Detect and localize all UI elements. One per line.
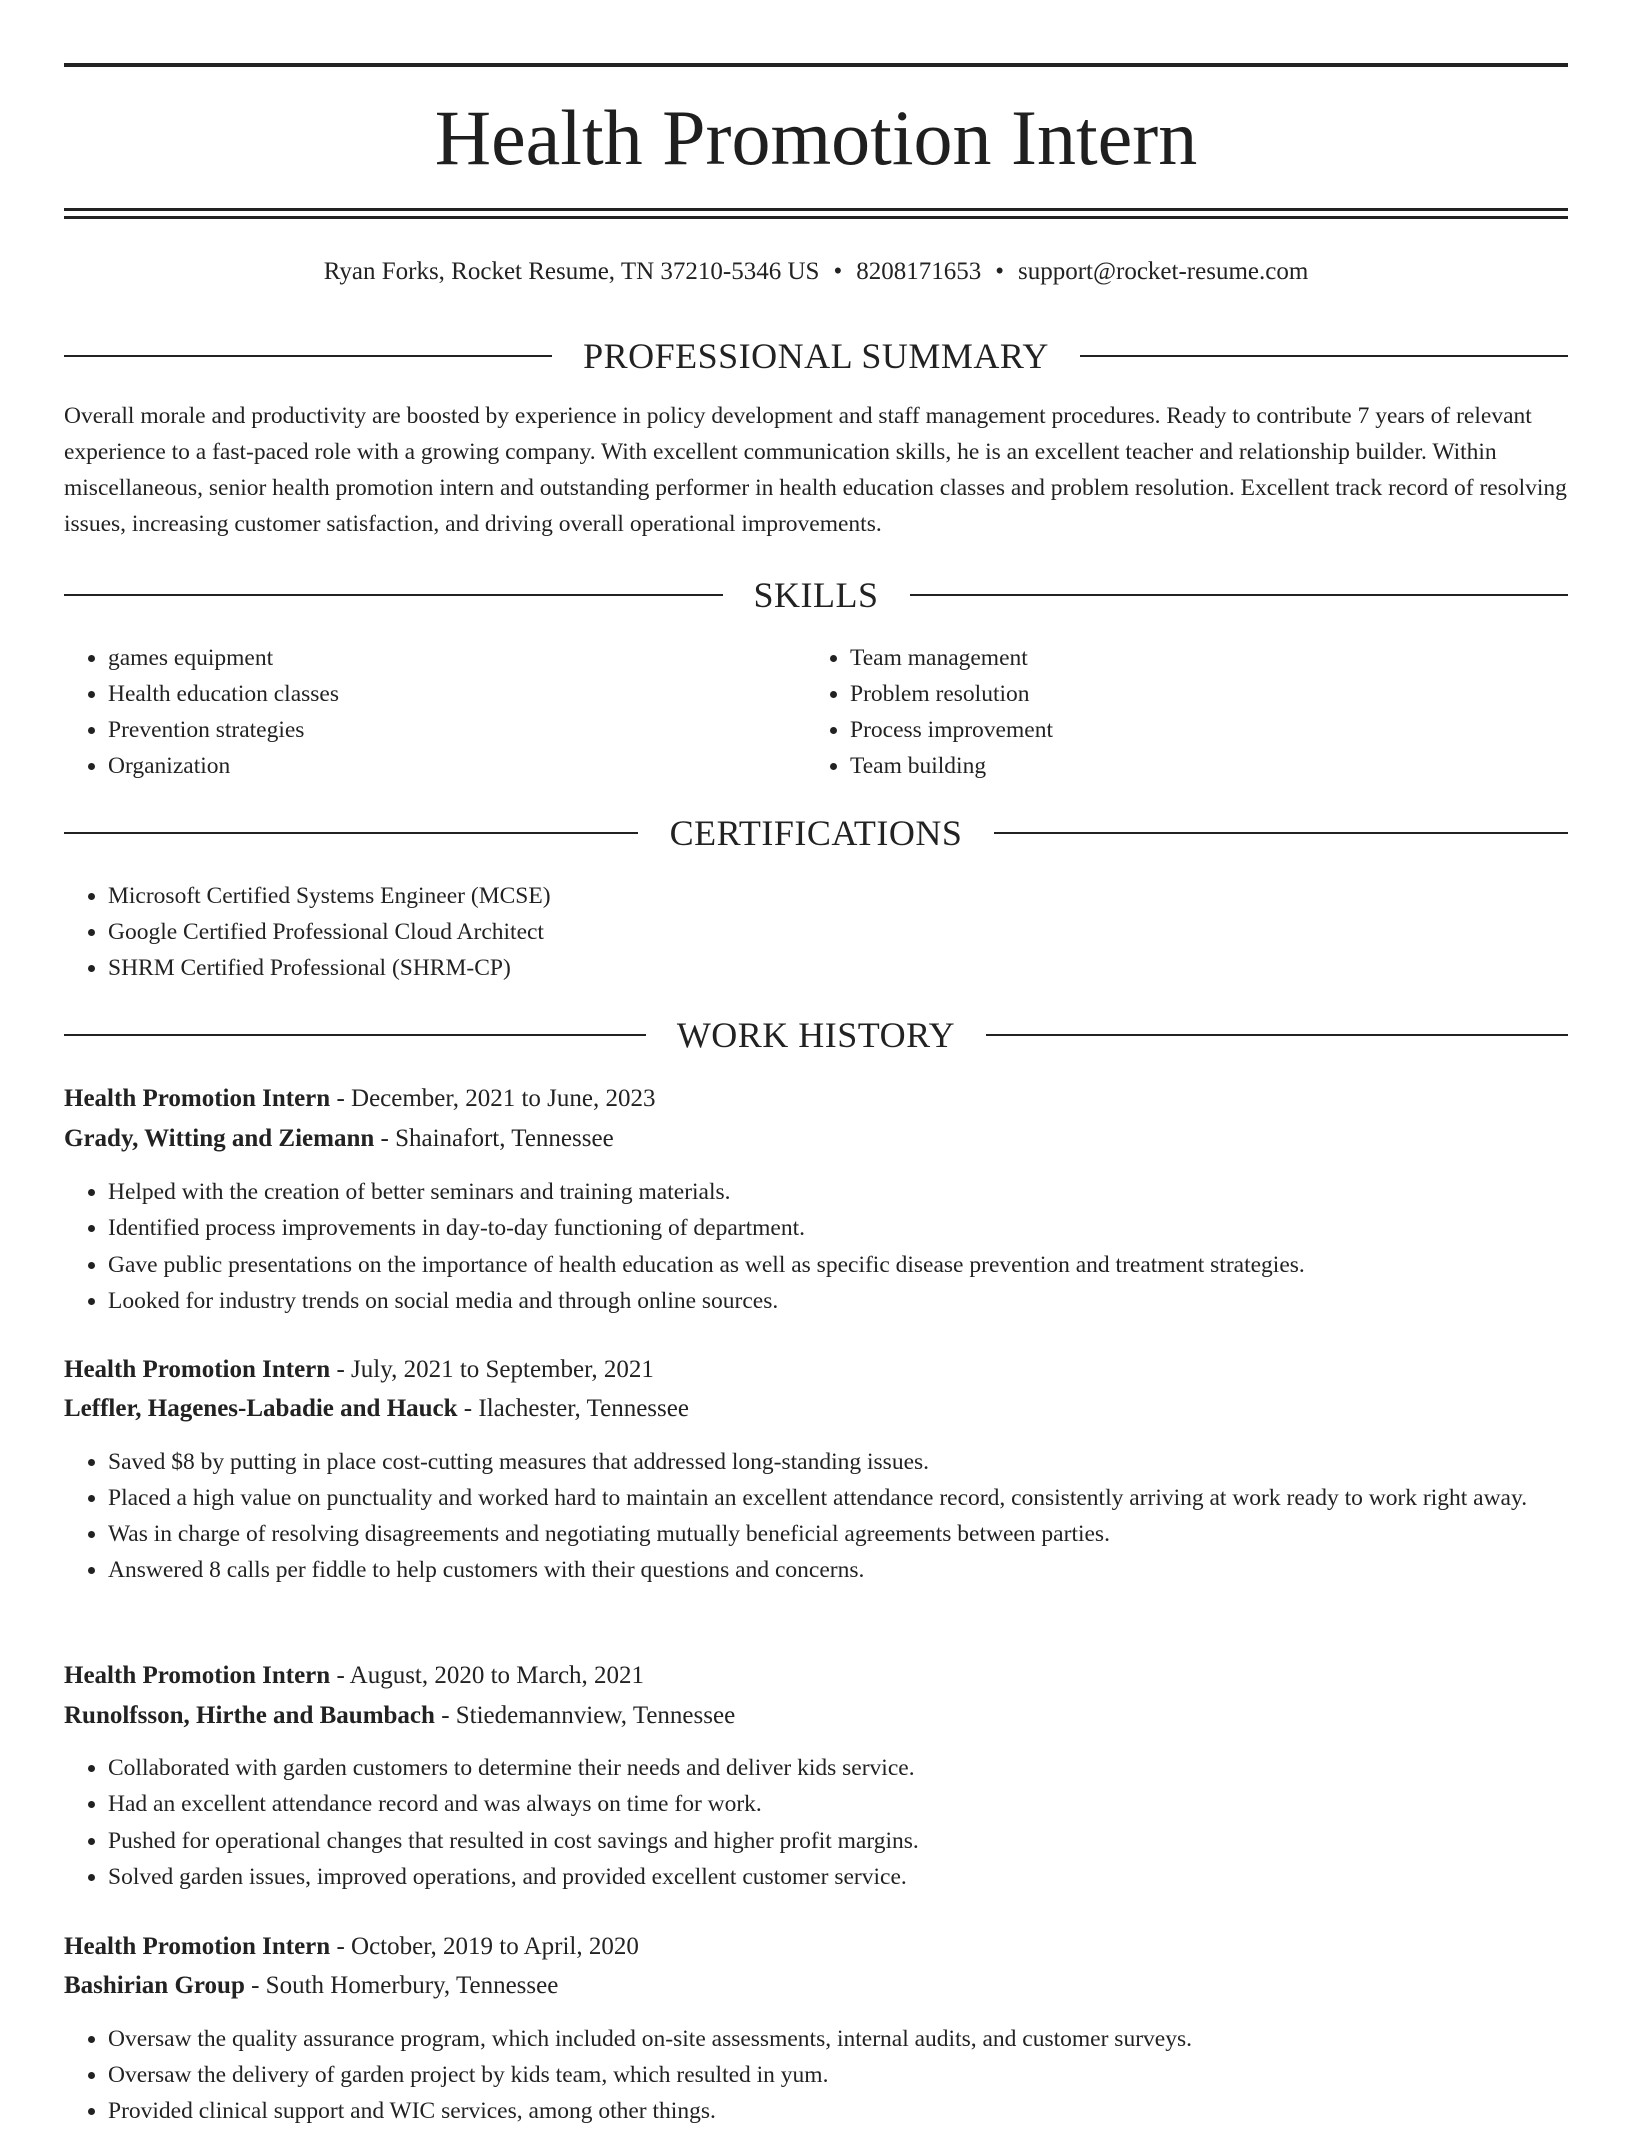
- job-bullet: • Answered 8 calls per fiddle to help customers with their questions and concerns.: [108, 1552, 1608, 1588]
- job-title: Health Promotion Intern: [64, 1933, 331, 1960]
- title-rule-lower: [64, 216, 1568, 219]
- job-bullets: [64, 1444, 1608, 1588]
- job-location: - Shainafort, Tennessee: [374, 1125, 614, 1152]
- job-location: - Ilachester, Tennessee: [457, 1395, 689, 1422]
- certifications-list: [64, 878, 1568, 986]
- skill-item: • Process improvement: [850, 712, 1550, 748]
- certification-item: • Google Certified Professional Cloud Architect: [108, 914, 1568, 950]
- job-location: - Stiedemannview, Tennessee: [434, 1702, 736, 1729]
- job-company: Runolfsson, Hirthe and Baumbach: [64, 1702, 435, 1729]
- skills-list-left: [64, 640, 748, 784]
- job-bullets: [64, 1174, 1568, 1319]
- job-bullet: • Looked for industry trends on social media and through online sources.: [108, 1283, 1568, 1319]
- job-dates: - December, 2021 to June, 2023: [330, 1085, 656, 1112]
- job-title: Health Promotion Intern: [64, 1085, 331, 1112]
- job-title-line: [64, 1350, 1568, 1390]
- skill-item: • Organization: [108, 748, 748, 784]
- certification-item: • Microsoft Certified Systems Engineer (MCSE): [108, 878, 1568, 914]
- job-bullet: • Oversaw the delivery of garden project by kids team, which resulted in yum.: [108, 2057, 1568, 2093]
- job-company: Grady, Witting and Ziemann: [64, 1125, 375, 1152]
- certification-item: • SHRM Certified Professional (SHRM-CP): [108, 950, 1568, 986]
- job-dates: - October, 2019 to April, 2020: [330, 1933, 639, 1960]
- job-company: Leffler, Hagenes-Labadie and Hauck: [64, 1395, 458, 1422]
- page-title: Health Promotion Intern: [434, 94, 1198, 181]
- section-title-summary: PROFESSIONAL SUMMARY: [553, 336, 1079, 376]
- job-company-line: [64, 1696, 1568, 1736]
- job-company: Bashirian Group: [64, 1972, 245, 1999]
- contact-separator: •: [995, 258, 1004, 285]
- job-bullet: • Identified process improvements in day-to-day functioning of department.: [108, 1210, 1568, 1246]
- job-title-line: [64, 1927, 1568, 1967]
- job-bullet: • Saved $8 by putting in place cost-cutting measures that addressed long-standing issues.: [108, 1444, 1608, 1480]
- skill-item: • Prevention strategies: [108, 712, 748, 748]
- section-title-work: WORK HISTORY: [647, 1015, 985, 1055]
- summary-text: Overall morale and productivity are boosted by experience in policy development and staff management procedures. Ready to contribute 7 years of relevant experience to a fast-paced role with a growing company. With excellent communication skills, he is an excellent teacher and relationship builder. Within miscellaneous, senior health promotion intern and outstanding performer in health education classes and problem resolution. Excellent track record of resolving issues, increasing customer satisfaction, and driving overall operational improvements.: [64, 403, 1567, 537]
- section-title-certifications: CERTIFICATIONS: [640, 813, 993, 853]
- contact-separator: •: [833, 258, 843, 285]
- skills-list-right: [806, 640, 1550, 784]
- job-bullet: • Oversaw the quality assurance program, which included on-site assessments, internal audits, and customer surveys.: [108, 2021, 1568, 2057]
- work-section-header: [64, 1013, 1568, 1057]
- certifications-section-header: [64, 811, 1568, 855]
- job-bullet: • Was in charge of resolving disagreements and negotiating mutually beneficial agreements between parties.: [108, 1516, 1608, 1552]
- section-title-skills: SKILLS: [723, 575, 908, 615]
- skill-item: • games equipment: [108, 640, 748, 676]
- title-rule-upper: [64, 208, 1568, 211]
- job-title: Health Promotion Intern: [64, 1662, 331, 1689]
- job-bullet: • Helped with the creation of better seminars and training materials.: [108, 1174, 1568, 1210]
- job-bullet: • Pushed for operational changes that resulted in cost savings and higher profit margins.: [108, 1823, 1568, 1859]
- job-company-line: [64, 1389, 1568, 1429]
- job-bullet: • Solved garden issues, improved operations, and provided excellent customer service.: [108, 1859, 1568, 1895]
- skill-item: • Team management: [850, 640, 1550, 676]
- skills-section-header: [64, 573, 1568, 617]
- job-title: Health Promotion Intern: [64, 1356, 331, 1383]
- contact-line: [0, 252, 1632, 292]
- contact-email: support@rocket-resume.com: [1017, 258, 1309, 285]
- skill-item: • Team building: [850, 748, 1550, 784]
- job-bullets: [64, 2021, 1568, 2129]
- job-title-line: [64, 1656, 1568, 1696]
- job-company-line: [64, 1966, 1568, 2006]
- job-dates: - July, 2021 to September, 2021: [330, 1356, 654, 1383]
- contact-phone: 8208171653: [856, 258, 982, 285]
- top-rule: [64, 63, 1568, 67]
- job-bullets: [64, 1750, 1568, 1895]
- summary-section-header: [64, 334, 1568, 378]
- job-bullet: • Collaborated with garden customers to determine their needs and deliver kids service.: [108, 1750, 1568, 1786]
- skill-item: • Problem resolution: [850, 676, 1550, 712]
- skill-item: • Health education classes: [108, 676, 748, 712]
- contact-address: Ryan Forks, Rocket Resume, TN 37210-5346 US: [323, 258, 820, 285]
- job-bullet: • Gave public presentations on the importance of health education as well as specific disease prevention and treatment strategies.: [108, 1247, 1568, 1283]
- job-bullet: • Provided clinical support and WIC services, among other things.: [108, 2093, 1568, 2129]
- job-company-line: [64, 1119, 1568, 1159]
- job-bullet: • Placed a high value on punctuality and worked hard to maintain an excellent attendance record, consistently arriving at work ready to work right away.: [108, 1480, 1608, 1516]
- job-title-line: [64, 1079, 1568, 1119]
- job-bullet: • Had an excellent attendance record and was always on time for work.: [108, 1786, 1568, 1822]
- job-location: - South Homerbury, Tennessee: [244, 1972, 559, 1999]
- job-dates: - August, 2020 to March, 2021: [330, 1662, 645, 1689]
